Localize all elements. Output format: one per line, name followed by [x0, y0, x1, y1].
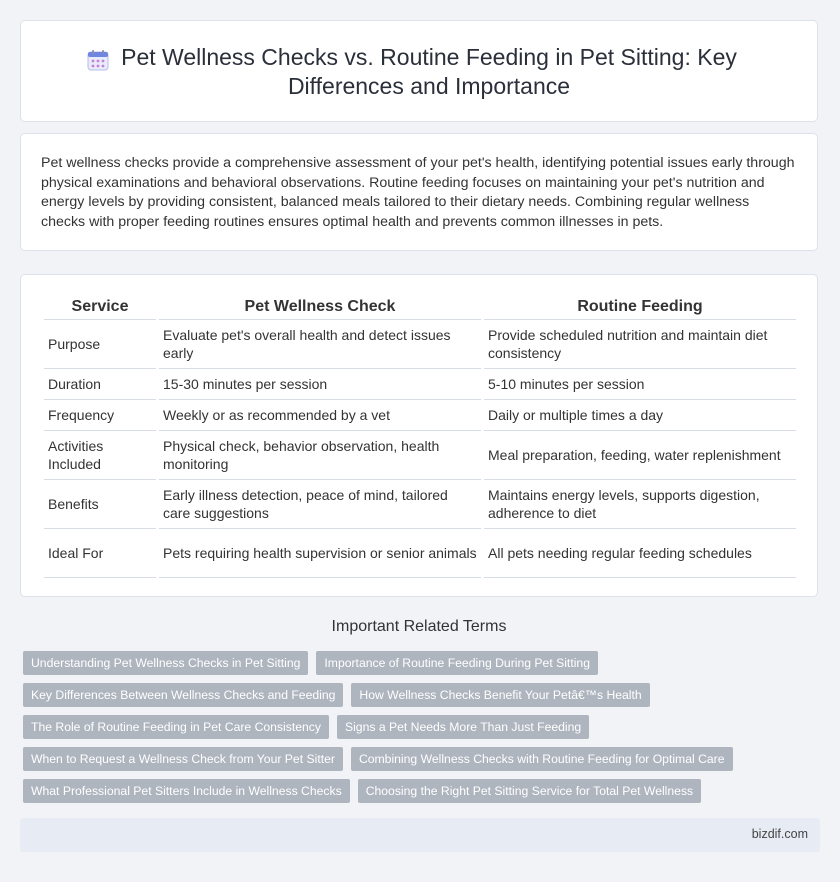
- related-term-tag[interactable]: Signs a Pet Needs More Than Just Feeding: [337, 715, 589, 739]
- table-cell: Activities Included: [44, 431, 156, 480]
- table-cell: Frequency: [44, 400, 156, 431]
- page-title: Pet Wellness Checks vs. Routine Feeding in Pet Sitting: Key Differences and Importance: [121, 44, 737, 99]
- table-cell: Weekly or as recommended by a vet: [159, 400, 481, 431]
- table-row: [44, 400, 796, 431]
- table-cell: Provide scheduled nutrition and maintain diet consistency: [484, 320, 796, 369]
- comparison-table: [41, 295, 799, 578]
- table-cell: 15-30 minutes per session: [159, 369, 481, 400]
- table-row: [44, 529, 796, 578]
- table-cell: Meal preparation, feeding, water replenishment: [484, 431, 796, 480]
- table-cell: Benefits: [44, 480, 156, 529]
- table-row: [44, 480, 796, 529]
- related-terms-list: [23, 651, 819, 811]
- related-term-tag[interactable]: Understanding Pet Wellness Checks in Pet Sitting: [23, 651, 308, 675]
- table-header-row: [44, 295, 796, 320]
- related-term-tag[interactable]: How Wellness Checks Benefit Your Petâ€™s Health: [351, 683, 649, 707]
- related-term-tag[interactable]: What Professional Pet Sitters Include in Wellness Checks: [23, 779, 350, 803]
- table-cell: Physical check, behavior observation, health monitoring: [159, 431, 481, 480]
- related-term-tag[interactable]: The Role of Routine Feeding in Pet Care Consistency: [23, 715, 329, 739]
- table-cell: Pets requiring health supervision or senior animals: [159, 529, 481, 578]
- table-cell: Maintains energy levels, supports digestion, adherence to diet: [484, 480, 796, 529]
- table-cell: 5-10 minutes per session: [484, 369, 796, 400]
- intro-paragraph: Pet wellness checks provide a comprehensive assessment of your pet's health, identifying potential issues early through physical examinations and behavioral observations. Routine feeding focuses on maintaining your pet's nutrition and energy levels by providing consistent, balanced meals tailored to their dietary needs. Combining regular wellness checks with proper feeding routines ensures optimal health and prevents common illnesses in pets.: [41, 155, 795, 230]
- table-row: [44, 431, 796, 480]
- footer-site-link[interactable]: bizdif.com: [751, 827, 808, 841]
- related-term-tag[interactable]: Key Differences Between Wellness Checks and Feeding: [23, 683, 343, 707]
- related-terms-heading: Important Related Terms: [331, 618, 507, 635]
- comparison-table-card: [20, 274, 818, 597]
- table-row: [44, 320, 796, 369]
- intro-card: [20, 133, 818, 251]
- table-cell: Purpose: [44, 320, 156, 369]
- table-cell: Evaluate pet's overall health and detect issues early: [159, 320, 481, 369]
- title-card: [20, 20, 818, 122]
- table-cell: Ideal For: [44, 529, 156, 578]
- table-cell: Duration: [44, 369, 156, 400]
- related-term-tag[interactable]: Choosing the Right Pet Sitting Service for Total Pet Wellness: [358, 779, 701, 803]
- related-term-tag[interactable]: Combining Wellness Checks with Routine Feeding for Optimal Care: [351, 747, 733, 771]
- table-cell: Daily or multiple times a day: [484, 400, 796, 431]
- column-header: Pet Wellness Check: [159, 295, 481, 320]
- column-header: Routine Feeding: [484, 295, 796, 320]
- footer: [20, 818, 820, 852]
- table-cell: Early illness detection, peace of mind, tailored care suggestions: [159, 480, 481, 529]
- column-header: Service: [44, 295, 156, 320]
- table-cell: All pets needing regular feeding schedules: [484, 529, 796, 578]
- related-term-tag[interactable]: When to Request a Wellness Check from Your Pet Sitter: [23, 747, 343, 771]
- related-term-tag[interactable]: Importance of Routine Feeding During Pet Sitting: [316, 651, 598, 675]
- table-row: [44, 369, 796, 400]
